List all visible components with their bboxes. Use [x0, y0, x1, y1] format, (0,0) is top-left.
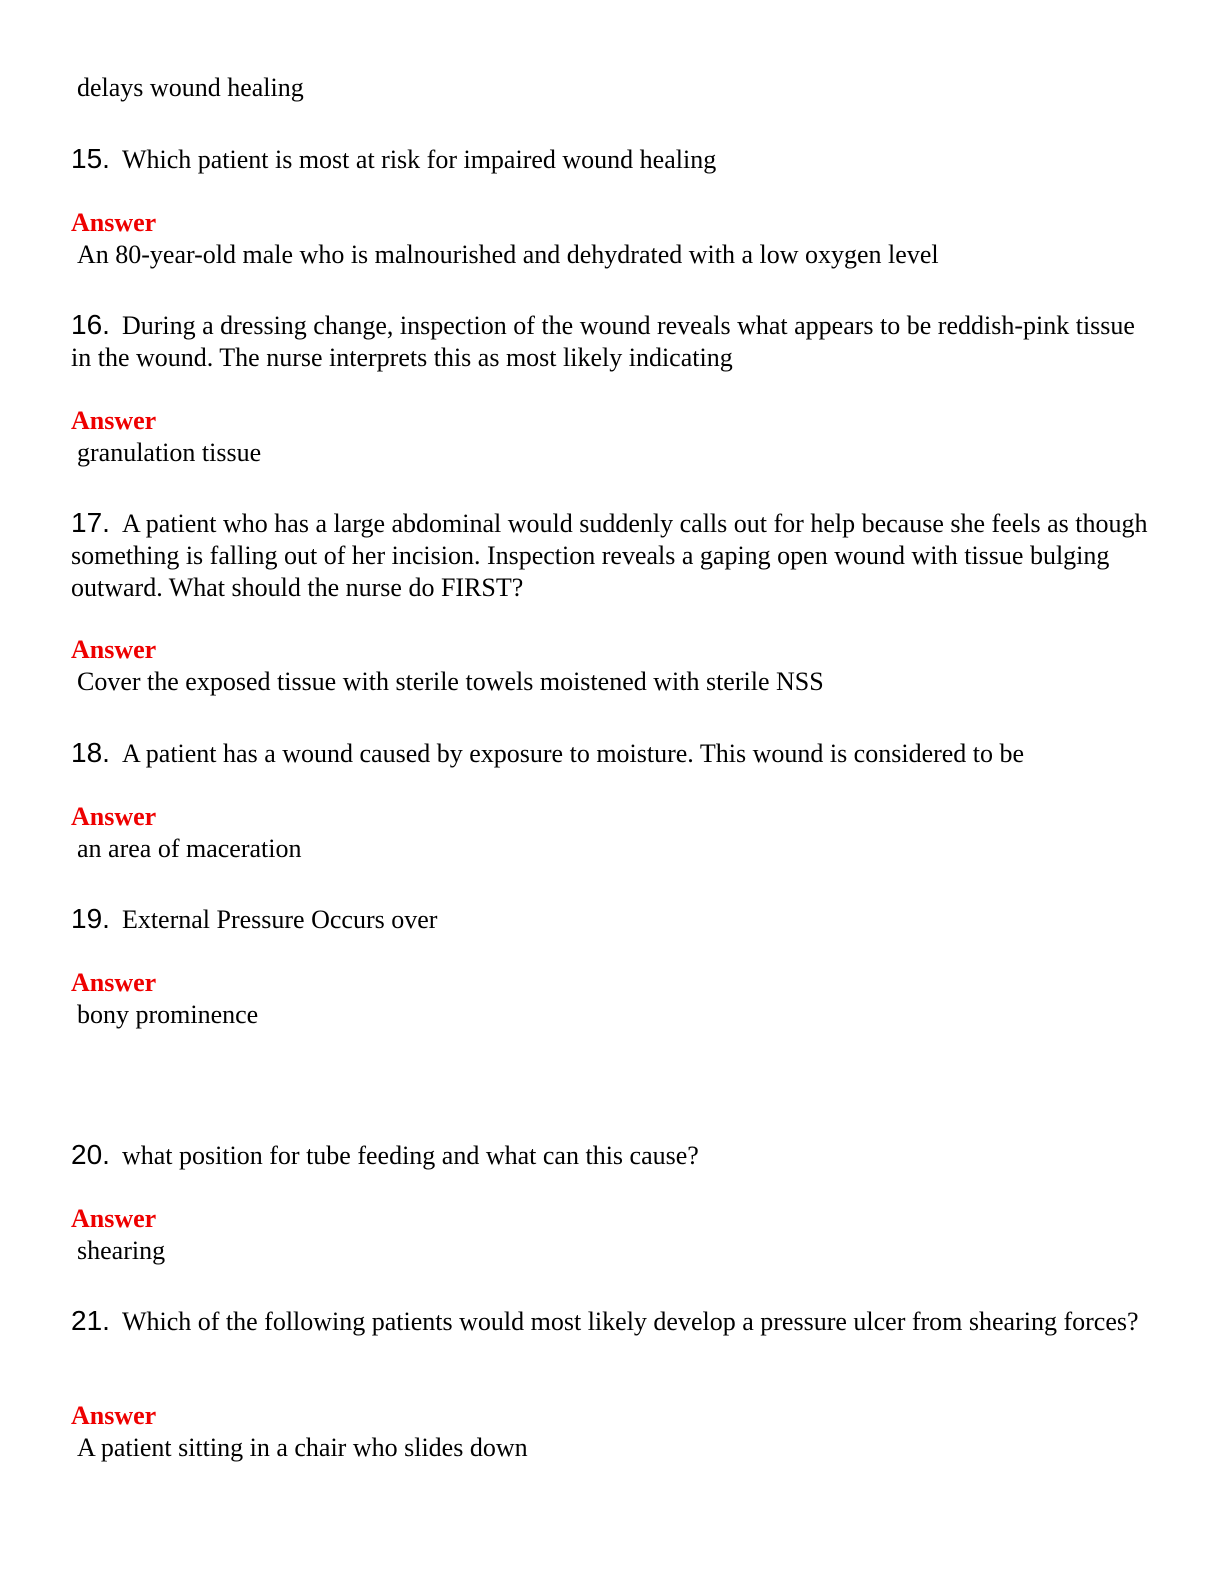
question-text: what position for tube feeding and what can this cause?	[121, 1141, 699, 1170]
question-text: During a dressing change, inspection of the wound reveals what appears to be reddish-pink tissue in the wound. The nurse interprets this as most likely indicating	[71, 311, 1135, 372]
question-text: Which patient is most at risk for impaired wound healing	[121, 145, 717, 174]
answer-text: granulation tissue	[77, 438, 262, 467]
question-20	[71, 1139, 1151, 1172]
answer-text: An 80-year-old male who is malnourished and dehydrated with a low oxygen level	[77, 240, 939, 269]
answer-text: A patient sitting in a chair who slides down	[77, 1433, 528, 1462]
answer-label: Answer	[71, 208, 157, 237]
question-number: 21.	[71, 1305, 110, 1336]
question-number: 16.	[71, 309, 110, 340]
question-number: 18.	[71, 737, 110, 768]
question-number: 19.	[71, 903, 110, 934]
answer-label: Answer	[71, 1401, 157, 1430]
question-text: Which of the following patients would most likely develop a pressure ulcer from shearing forces?	[121, 1307, 1139, 1336]
question-number: 17.	[71, 507, 110, 538]
answer-text: bony prominence	[77, 1000, 259, 1029]
question-19	[71, 903, 1151, 936]
answer-label: Answer	[71, 635, 157, 664]
answer-label: Answer	[71, 802, 157, 831]
answer-label: Answer	[71, 968, 157, 997]
answer-text: shearing	[77, 1236, 166, 1265]
question-number: 20.	[71, 1139, 110, 1170]
question-16	[71, 309, 1151, 374]
question-21	[71, 1305, 1151, 1338]
answer-text: an area of maceration	[77, 834, 302, 863]
question-text: A patient who has a large abdominal would suddenly calls out for help because she feels as though something is falling out of her incision. Inspection reveals a gaping open wound with tissue bulging outward. What should the nurse do FIRST?	[71, 509, 1148, 602]
carryover-answer-text: delays wound healing	[77, 73, 304, 102]
question-18	[71, 737, 1151, 770]
answer-text: Cover the exposed tissue with sterile towels moistened with sterile NSS	[77, 667, 824, 696]
answer-label: Answer	[71, 406, 157, 435]
answer-label: Answer	[71, 1204, 157, 1233]
question-15	[71, 143, 1151, 176]
question-17	[71, 507, 1151, 604]
question-text: A patient has a wound caused by exposure to moisture. This wound is considered to be	[121, 739, 1025, 768]
question-text: External Pressure Occurs over	[121, 905, 438, 934]
question-number: 15.	[71, 143, 110, 174]
